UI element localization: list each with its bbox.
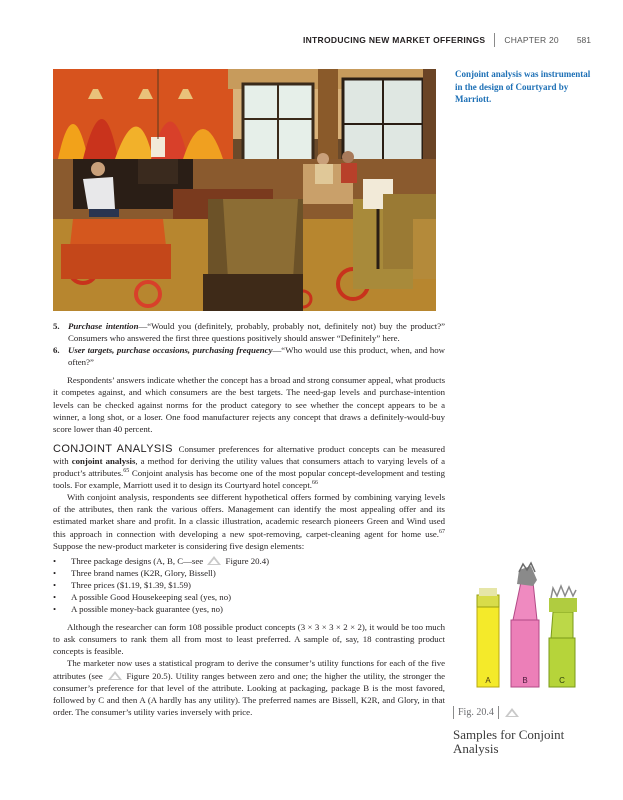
header-divider [494,33,495,47]
list-number: 6. [53,345,60,356]
paragraph: Respondents’ answers indicate whether the concept has a broad and strong consumer appeal, what products it competes against, and which consumers are the best targets. The need-gap levels and purchase-intention levels can be checked against norms for the product category to see whether the concept appears to be a winner, a long shot, or a loser. One food manufacturer rejects any concept that draws a definitely-would-buy score lower than 40 percent. [53,375,445,434]
footnote-ref: 66 [311,480,318,487]
page-number: 581 [576,35,591,45]
product-samples-figure [465,560,605,690]
figure-label [453,706,521,719]
list-term: Purchase intention [68,321,139,331]
list-item: • A possible Good Housekeeping seal (yes, no) [53,591,445,603]
package-a-cap [477,595,499,607]
list-item [53,344,445,368]
key-term: conjoint analysis [71,455,136,466]
figure-number: Fig. 20.4 [458,707,494,718]
photo-caption: Conjoint analysis was instrumental in the design of Courtyard by Marriott. [455,69,591,104]
section-heading: CONJOINT ANALYSIS [53,442,173,455]
list-item: • A possible money-back guarantee (yes, no) [53,603,445,615]
list-item [53,320,445,344]
footnote-ref: 65 [123,468,130,475]
paragraph: Although the researcher can form 108 possible product concepts (3 × 3 × 3 × 2 × 2), it would be too much to ask consumers to rank them all from most to least preferred. A sample of, say, 18 contrasting product concepts is feasible. [53,622,445,657]
list-term: User targets, purchase occasions, purchasing frequency [68,345,273,356]
design-elements-list [53,555,445,615]
paragraph: With conjoint analysis, respondents see different hypothetical offers formed by combining varying levels of the attributes, then rank the various offers. Management can identify the most appealing offer and its estimated market share and profit. In a classic illustration, academic research pioneers Green and Wind used this approach in connection with developing a new spot-removing, carpet-cleaning agent for home use.$^{67}$ Suppose the new-product marketer is considering five design elements: [53,492,445,551]
list-text: —“Who would use this product, when, and how often?” [68,345,445,368]
figure-reference-icon[interactable] [108,671,122,680]
list-number: 5. [53,321,60,331]
running-header [303,33,591,47]
header-chapter: CHAPTER 20 [504,35,559,45]
package-a-body [477,605,499,687]
footnote-ref: 67 [439,528,445,535]
list-item: • Three brand names (K2R, Glory, Bissell) [53,567,445,579]
header-title: INTRODUCING NEW MARKET OFFERINGS [302,35,486,45]
package-c-label: C [559,676,565,685]
list-text: —“Would you (definitely, probably, probably not, definitely not) buy the product?” Consumers who answered the first three questions positively should answer “Definitely” here. [68,321,446,344]
figure-triangle-icon[interactable] [505,708,519,717]
hotel-lobby-photo [53,69,436,311]
package-a-label: A [485,676,491,685]
conjoint-paragraph: CONJOINT ANALYSIS Consumer preferences for alternative product concepts can be measured with conjoint analysis, a method for deriving the utility values that consumers attach to varying levels of a product’s attributes.$^{65}$ Conjoint analysis has become one of the most popular concept-development and testing tools. For example, Marriott used it to design its Courtyard hotel concept.$^{66}$ [53,442,446,491]
figure-reference-icon[interactable] [207,556,221,565]
list-item: • Three prices ($1.19, $1.39, $1.59) [53,579,445,591]
list-item: • Three package designs (A, B, C—see Figure 20.4) [53,555,445,567]
paragraph: The marketer now uses a statistical program to derive the consumer’s utility functions for each of the five attributes (see Figure 20.5). Utility ranges between zero and one; the higher the utility, the stronger the consumer’s preference for that level of the attribute. Looking at packaging, package B is the most favored, followed by C and then A (A hardly has any utility). The preferred names are Bissell, K2R, and Glory, in that order. The consumer’s utility varies inversely with price. [53,658,446,717]
body-text [53,320,445,718]
package-b-label: B [522,676,528,685]
figure-title: Samples for Conjoint Analysis [453,727,565,756]
question-list [53,320,445,368]
package-c-brush [549,598,577,612]
